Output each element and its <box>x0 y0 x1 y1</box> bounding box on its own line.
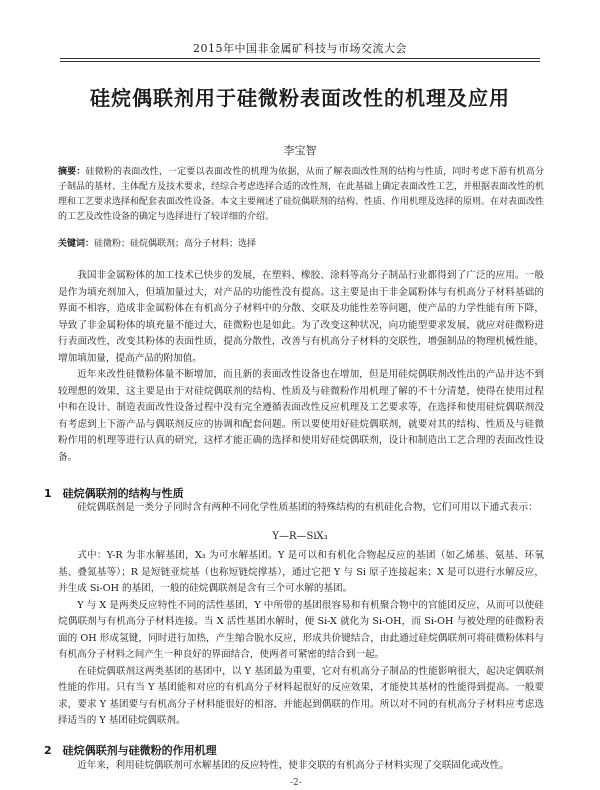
header-rule <box>60 58 540 62</box>
section-1-paragraph-4: 在硅烷偶联剂这两类基团的基团中，以 Y 基团最为重要，它对有机高分子制品的性能影响很大，起决定偶联剂性能的作用。只有当 Y 基团能和对应的有机高分子材料起很好的反应效果，才能使其基材的性能得到提高。一般要求，要求 Y 基团要与有机高分子材料能很好的相溶，并能起到偶联的作用。所以对不同的有机高分子材料应考虑选择适当的 Y 基团硅烷偶联剂。 <box>58 665 544 726</box>
running-header: 2015年中国非金属矿科技与市场交流大会 <box>193 42 407 55</box>
section-1-intro <box>58 500 544 517</box>
intro-paragraph-2: 近年来改性硅微粉体量不断增加，而且新的表面改性设备也在增加，但是用硅烷偶联剂改性出的产品并达不到较理想的效果，这主要是由于对硅烷偶联剂的结构、性质及与硅微粉作用机理了解的不十分清楚，使得在使用过程中和在设计、制造表面改性设备过程中没有完全遵循表面改性反应机理及工艺要求等，在选择和使用硅烷偶联剂没有考虑到上下游产品与偶联剂反应的协调和配套问题。所以要使用好硅烷偶联剂，就要对其的结构、性质及与硅微粉作用的机理等进行认真的研究，这样才能正确的选择和使用好硅烷偶联剂，设计和制造出工艺合理的表面改性设备。 <box>58 369 544 463</box>
keywords-label: 关键词： <box>58 239 95 249</box>
intro-paragraph-1: 我国非金属粉体的加工技术已快步的发展，在塑料、橡胶、涂料等高分子制品行业都得到了广泛的应用。一般是作为填充剂加入，但填加量过大，对产品的功能性没有提高。这主要是由于非金属粉体与有机高分子材料基础的界面不相容，造成非金属粉体在有机高分子材料中的分散、交联及功能性差等问题，使产品的力学性能有所下降，导致了非金属粉体的填充量不能过大，硅微粉也是如此。为了改变这种状况，向功能型要求发展，就应对硅微粉进行表面改性，改变其粉体的表面性质，提高分散性，改善与有机高分子材料的交联性，增强制品的物理机械性能，增加填加量，提高产品的附加值。 <box>58 270 544 364</box>
abstract <box>58 165 544 225</box>
section-2-paragraph-1: 近年来，利用硅烷偶联剂可水解基团的反应特性，使非交联的有机高分子材料实现了交联固化或改性。 <box>77 760 509 771</box>
paper-title: 硅烷偶联剂用于硅微粉表面改性的机理及应用 <box>90 86 510 110</box>
author-name: 李宝智 <box>283 144 317 157</box>
section-1-paragraph-3: Y 与 X 是两类反应特性不同的活性基团，Y 中所带的基团很容易和有机聚合物中的官能团反应，从而可以使硅烷偶联剂与有机高分子材料连接。当 X 活性基团水解时，便 Si-X 就化为 Si-OH，而 Si-OH 与被处理的硅微粉表面的 OH 形成氢键，同时进行加热，产生缩合脱水反应，形成共价键结合，由此通过硅烷偶联剂可将硅微粉体料与有机高分子材料之间产生一种良好的界面结合，使两者可紧密的结合到一起。 <box>58 599 544 660</box>
section-1-paragraph-2: 式中：Y-R 为非水解基团，X₃ 为可水解基团。Y 是可以和有机化合物起反应的基团（如乙烯基、氨基、环氧基、叠氮基等）；R 是短链亚烷基（也称短链烷撑基），通过它把 Y 与 Si 原子连接起来；X 是可以进行水解反应，并生成 Si-OH 的基团，一般的硅烷偶联剂是含有三个可水解的基团。 <box>58 550 544 594</box>
keywords-text: 硅微粉；硅烷偶联剂；高分子材料；选择 <box>94 239 257 249</box>
abstract-text: 硅微粉的表面改性，一定要以表面改性的机理为依据，从而了解表面改性剂的结构与性质，同时考虑下游有机高分子制品的基材、主体配方及技术要求，经综合考虑选择合适的改性剂，在此基础上确定表面改性工艺，并根据表面改性的机理和工艺要求选择和配套表面改性设备。本文主要阐述了硅烷偶联剂的结构、性质、作用机理及选择的原则。在对表面改性的工艺及改性设备的确定与选择进行了较详细的介绍。 <box>58 167 545 222</box>
page-number: -2- <box>290 778 302 788</box>
section-1-body <box>58 548 544 730</box>
abstract-label: 摘要： <box>58 167 86 177</box>
keywords <box>58 237 544 252</box>
intro-section <box>58 268 544 466</box>
section-1-paragraph-1: 硅烷偶联剂是一类分子同时含有两种不同化学性质基团的特殊结构的有机硅化合物，它们可用以下通式表示： <box>77 502 538 513</box>
section-1-heading: 1 硅烷偶联剂的结构与性质 <box>44 487 184 500</box>
section-2-heading: 2 硅烷偶联剂与硅微粉的作用机理 <box>44 744 217 757</box>
general-formula: Y—R—SiX₃ <box>272 531 328 542</box>
section-2-body <box>58 758 544 775</box>
